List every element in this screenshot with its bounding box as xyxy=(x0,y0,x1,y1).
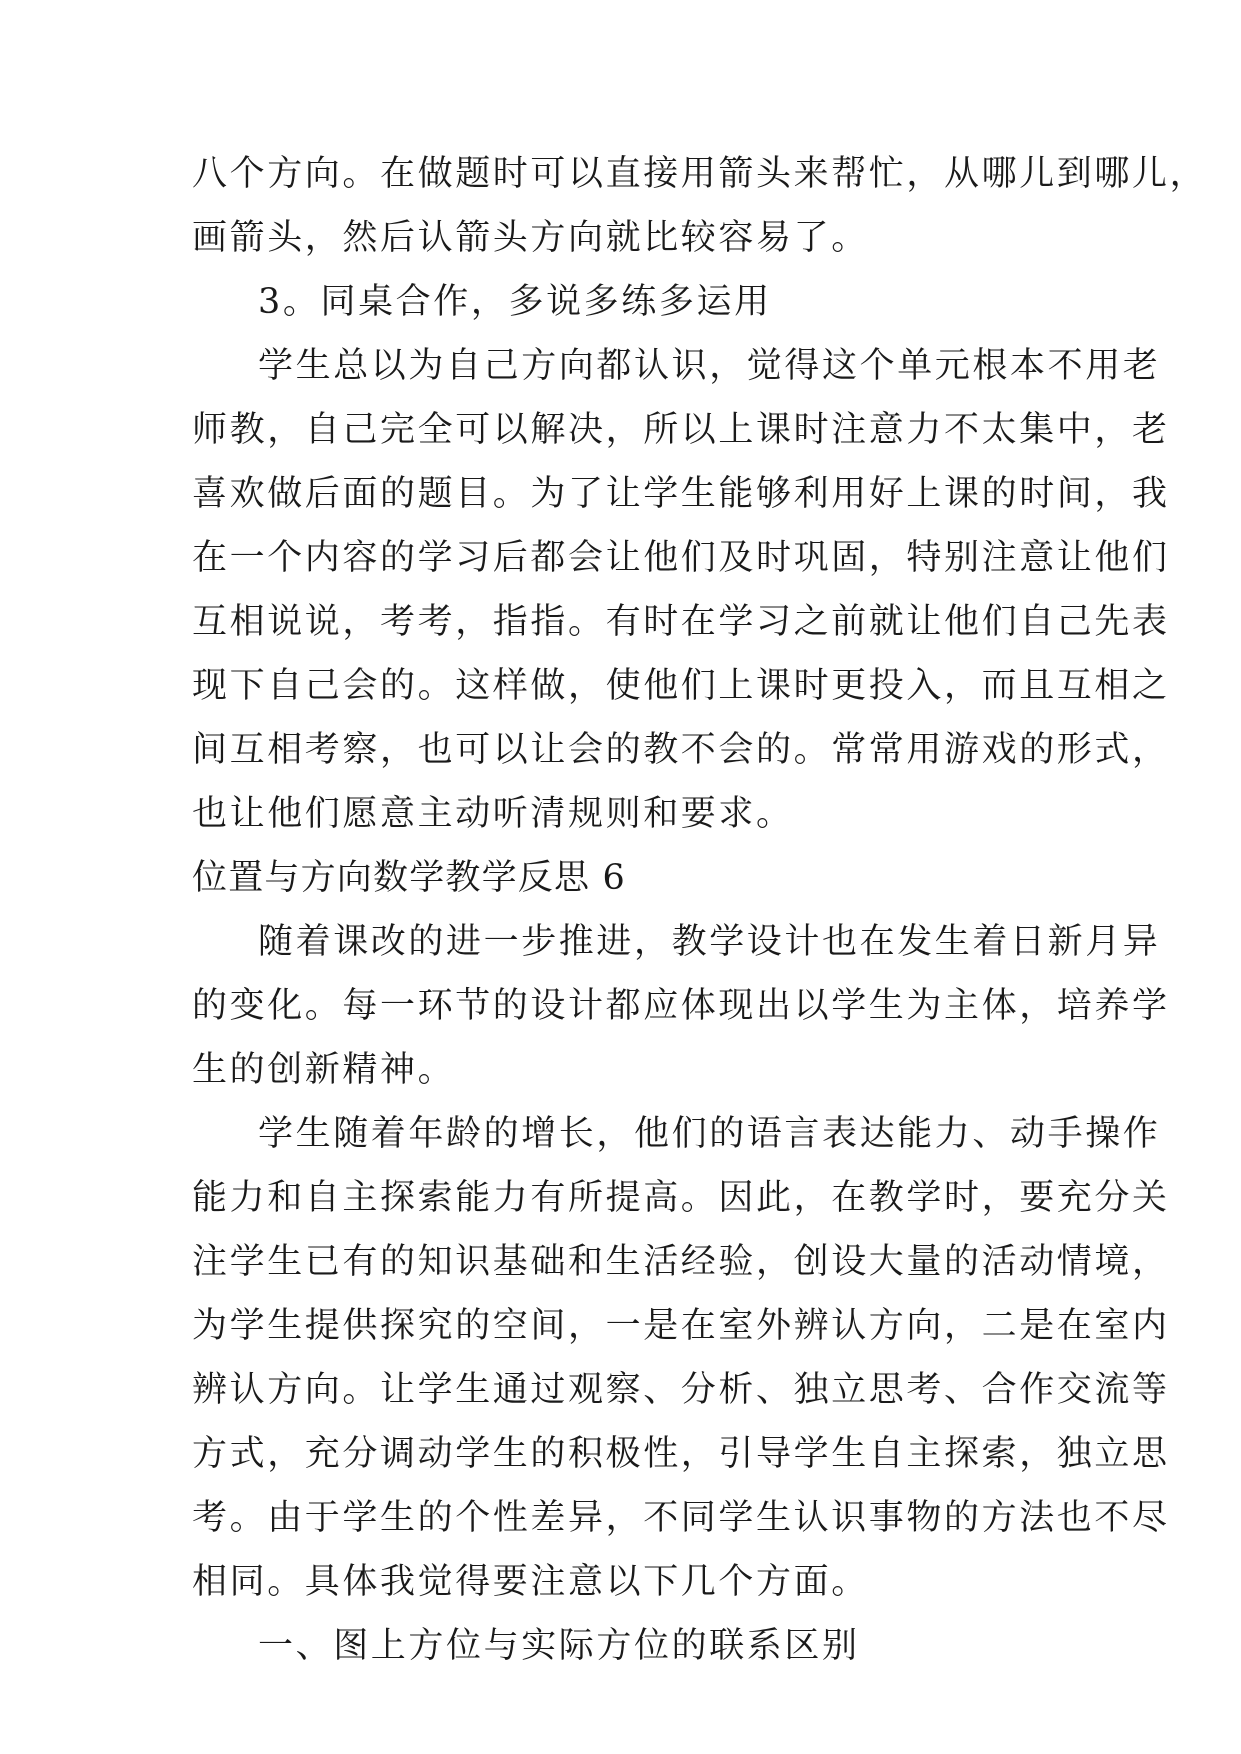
paragraph-line: 画箭头，然后认箭头方向就比较容易了。 xyxy=(192,218,869,258)
paragraph-line: 考。由于学生的个性差异，不同学生认识事物的方法也不尽 xyxy=(192,1498,1170,1538)
section-title: 位置与方向数学教学反思 6 xyxy=(192,858,626,898)
paragraph-line: 方式，充分调动学生的积极性，引导学生自主探索，独立思 xyxy=(192,1434,1170,1474)
paragraph-line: 能力和自主探索能力有所提高。因此，在教学时，要充分关 xyxy=(192,1178,1170,1218)
paragraph-line: 学生随着年龄的增长，他们的语言表达能力、动手操作 xyxy=(258,1114,1161,1154)
paragraph-line: 在一个内容的学习后都会让他们及时巩固，特别注意让他们 xyxy=(192,538,1170,578)
paragraph-line: 喜欢做后面的题目。为了让学生能够利用好上课的时间，我 xyxy=(192,474,1170,514)
paragraph-line: 辨认方向。让学生通过观察、分析、独立思考、合作交流等 xyxy=(192,1370,1170,1410)
paragraph-line: 随着课改的进一步推进，教学设计也在发生着日新月异 xyxy=(258,922,1161,962)
section-heading-3: 3。同桌合作，多说多练多运用 xyxy=(258,282,772,322)
paragraph-line: 相同。具体我觉得要注意以下几个方面。 xyxy=(192,1562,869,1602)
paragraph-line: 为学生提供探究的空间，一是在室外辨认方向，二是在室内 xyxy=(192,1306,1170,1346)
paragraph-line: 间互相考察，也可以让会的教不会的。常常用游戏的形式， xyxy=(192,730,1170,770)
paragraph-line: 也让他们愿意主动听清规则和要求。 xyxy=(192,794,794,834)
paragraph-line: 生的创新精神。 xyxy=(192,1050,456,1090)
paragraph-line: 互相说说，考考，指指。有时在学习之前就让他们自己先表 xyxy=(192,602,1170,642)
paragraph-line: 八个方向。在做题时可以直接用箭头来帮忙，从哪儿到哪儿， xyxy=(192,154,1208,194)
paragraph-line: 师教，自己完全可以解决，所以上课时注意力不太集中，老 xyxy=(192,410,1170,450)
subsection-heading: 一、图上方位与实际方位的联系区别 xyxy=(258,1626,860,1666)
paragraph-line: 的变化。每一环节的设计都应体现出以学生为主体，培养学 xyxy=(192,986,1170,1026)
paragraph-line: 学生总以为自己方向都认识，觉得这个单元根本不用老 xyxy=(258,346,1161,386)
paragraph-line: 现下自己会的。这样做，使他们上课时更投入，而且互相之 xyxy=(192,666,1170,706)
paragraph-line: 注学生已有的知识基础和生活经验，创设大量的活动情境， xyxy=(192,1242,1170,1282)
